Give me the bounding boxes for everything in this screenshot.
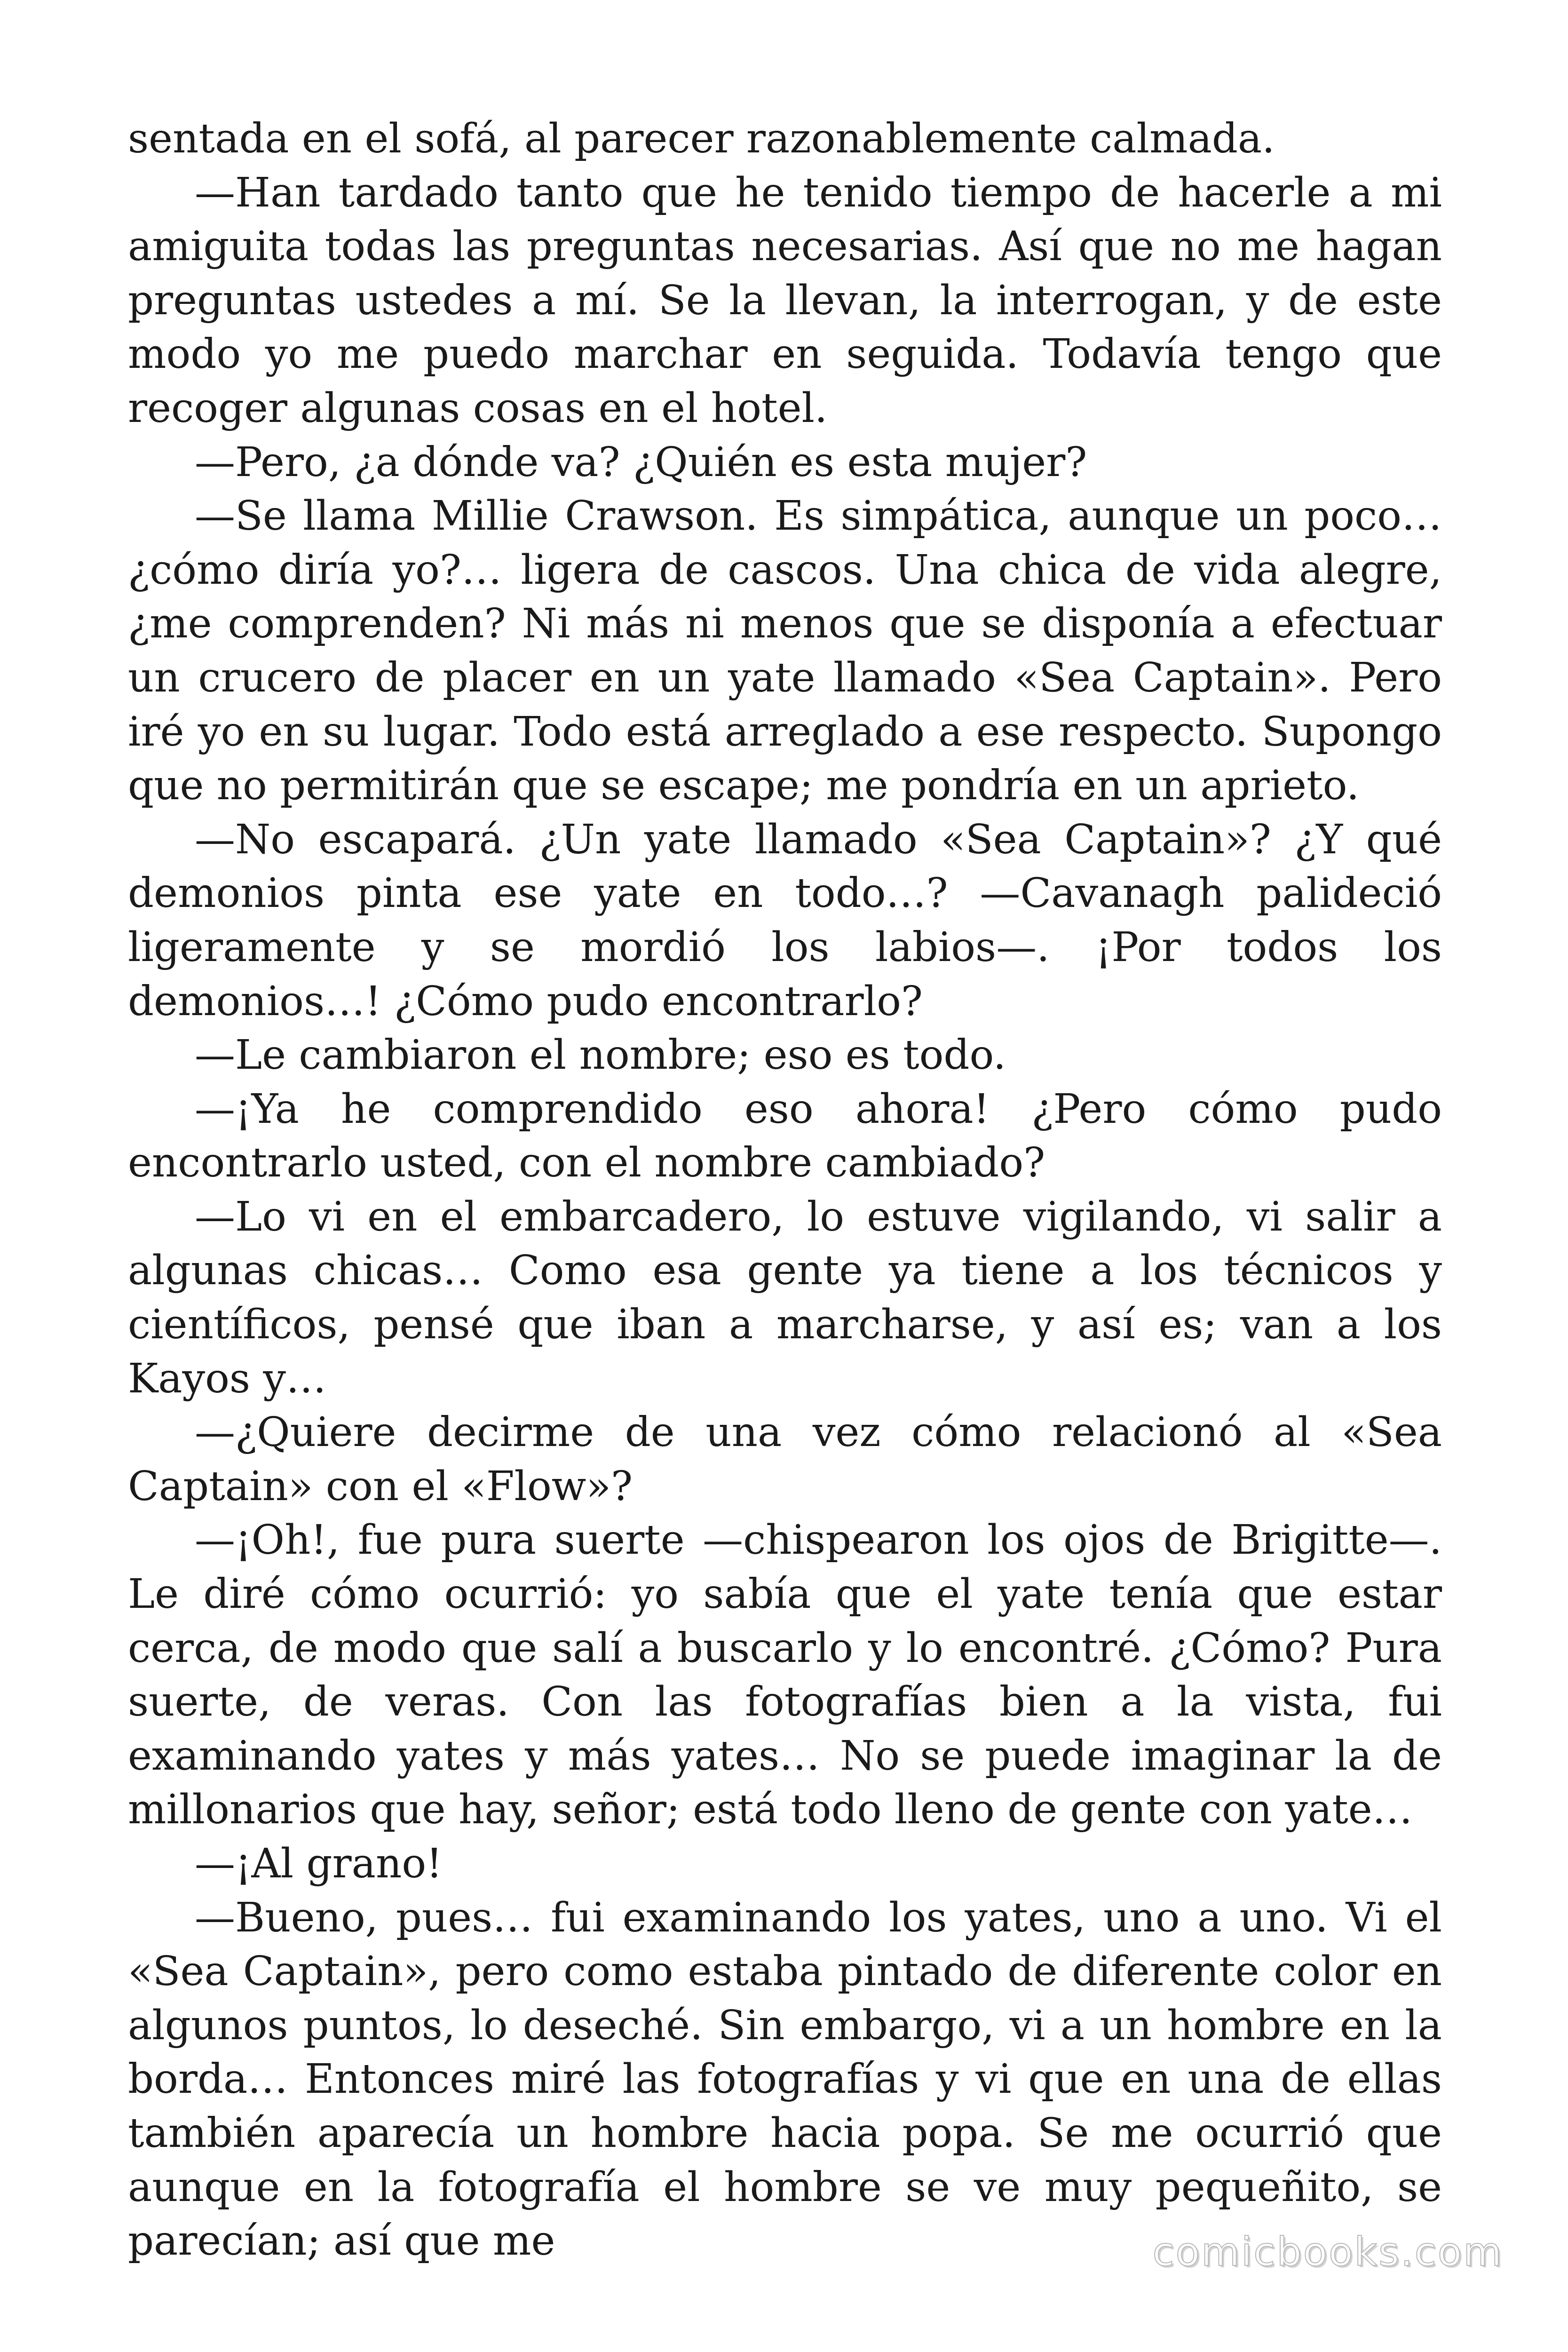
paragraph: —¡Al grano! bbox=[195, 1840, 443, 1887]
paragraph: —Pero, ¿a dónde va? ¿Quién es esta mujer? bbox=[195, 438, 1087, 486]
paragraph: —Le cambiaron el nombre; eso es todo. bbox=[195, 1032, 1006, 1079]
paragraph: —No escapará. ¿Un yate llamado «Sea Captain»? ¿Y qué demonios pinta ese yate en todo…? —Cavanagh palideció ligeramente y se mordió los labios—. ¡Por todos los demonios…! ¿Cómo pudo encontrarlo? bbox=[128, 816, 1442, 1025]
paragraph: —¡Ya he comprendido eso ahora! ¿Pero cómo pudo encontrarlo usted, con el nombre cambiado? bbox=[128, 1085, 1442, 1187]
paragraph: —¿Quiere decirme de una vez cómo relacionó al «Sea Captain» con el «Flow»? bbox=[128, 1409, 1442, 1510]
watermark: comicbooks.com bbox=[1152, 2229, 1503, 2275]
body-text bbox=[128, 112, 1442, 2268]
paragraph: —Han tardado tanto que he tenido tiempo de hacerle a mi amiguita todas las preguntas necesarias. Así que no me hagan preguntas ustedes a mí. Se la llevan, la interrogan, y de este modo yo me puedo marchar en seguida. Todavía tengo que recoger algunas cosas en el hotel. bbox=[128, 169, 1442, 432]
paragraph: sentada en el sofá, al parecer razonablemente calmada. bbox=[128, 115, 1275, 162]
paragraph: —Bueno, pues… fui examinando los yates, uno a uno. Vi el «Sea Captain», pero como estaba pintado de diferente color en algunos puntos, lo deseché. Sin embargo, vi a un hombre en la borda… Entonces miré las fotografías y vi que en una de ellas también aparecía un hombre hacia popa. Se me ocurrió que aunque en la fotografía el hombre se ve muy pequeñito, se parecían; así que me bbox=[128, 1894, 1442, 2265]
paragraph: —Lo vi en el embarcadero, lo estuve vigilando, vi salir a algunas chicas… Como esa gente ya tiene a los técnicos y científicos, pensé que iban a marcharse, y así es; van a los Kayos y… bbox=[128, 1193, 1442, 1402]
paragraph: —¡Oh!, fue pura suerte —chispearon los ojos de Brigitte—. Le diré cómo ocurrió: yo sabía que el yate tenía que estar cerca, de modo que salí a buscarlo y lo encontré. ¿Cómo? Pura suerte, de veras. Con las fotografías bien a la vista, fui examinando yates y más yates… No se puede imaginar la de millonarios que hay, señor; está todo lleno de gente con yate… bbox=[128, 1517, 1442, 1834]
paragraph: —Se llama Millie Crawson. Es simpática, aunque un poco… ¿cómo diría yo?… ligera de cascos. Una chica de vida alegre, ¿me comprenden? Ni más ni menos que se disponía a efectuar un crucero de placer en un yate llamado «Sea Captain». Pero iré yo en su lugar. Todo está arreglado a ese respecto. Supongo que no permitirán que se escape; me pondría en un aprieto. bbox=[128, 493, 1442, 810]
